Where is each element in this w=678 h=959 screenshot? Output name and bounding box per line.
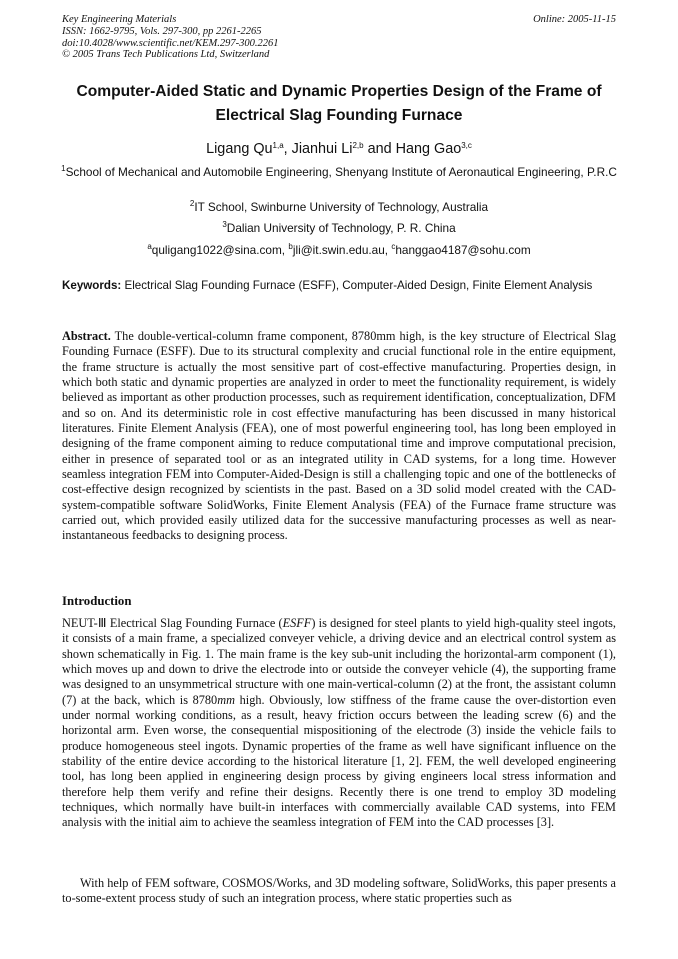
author-separator: , (283, 141, 292, 157)
introduction-paragraph-1 (62, 616, 616, 831)
running-header (62, 14, 616, 61)
section-heading-introduction: Introduction (62, 594, 132, 608)
author-affiliation-mark: 3,c (461, 141, 472, 150)
author-affiliation-mark: 1,a (272, 141, 284, 150)
author-affiliation-mark: 2,b (352, 141, 364, 150)
author-name: Ligang Qu (206, 141, 273, 157)
copyright-line: © 2005 Trans Tech Publications Ltd, Switzerland (62, 49, 270, 61)
email-mark: a (147, 242, 152, 251)
doi-line: doi:10.4028/www.scientific.net/KEM.297-300.2261 (62, 37, 279, 49)
email-address: quligang1022@sina.com, (151, 243, 289, 257)
affiliation-2 (40, 200, 638, 215)
author-emails (40, 243, 638, 258)
paragraph-text: NEUT-Ⅲ Electrical Slag Founding Furnace ( (62, 616, 283, 630)
abstract (62, 329, 616, 544)
paper-title: Computer-Aided Static and Dynamic Properties Design of the Frame of Electrical Slag Founding Furnace (76, 83, 602, 124)
author-name: Jianhui Li (291, 141, 353, 157)
affiliation-text: IT School, Swinburne University of Technology, Australia (194, 200, 489, 214)
affiliation-text: Dalian University of Technology, P. R. China (226, 221, 456, 235)
introduction-paragraph-2: With help of FEM software, COSMOS/Works, and 3D modeling software, SolidWorks, this paper presents a to-some-extent process study of such an integration process, where static properties such as (62, 876, 616, 906)
abstract-label: Abstract. (62, 329, 111, 343)
author-name: Hang Gao (395, 141, 462, 157)
affiliation-1 (40, 165, 638, 180)
online-date: Online: 2005-11-15 (533, 14, 616, 25)
unit-italic: mm (217, 692, 235, 707)
paragraph-text: ) is designed for steel plants to yield high-quality steel ingots, it consists of a main frame, a specialized conveyer vehicle, a driving device and an electrical control system as shown schematically in Fig. 1. The main frame is the key sub-unit including the horizontal-arm component (1), which moves up and down to drive the electrode into or outside the conveyer vehicle (4), the supporting frame was designed to an unsymmetrical structure with one main-vertical-column (2) at the front, the assistant column (7) at the back, which is 8780 (62, 616, 616, 707)
affiliation-number: 1 (61, 164, 66, 173)
affiliation-text: School of Mechanical and Automobile Engineering, Shenyang Institute of Aeronautical Engineering, P.R.C (65, 165, 617, 179)
author-list (40, 140, 638, 158)
affiliation-3 (40, 221, 638, 236)
author-separator: and (363, 141, 396, 157)
keywords-text: Electrical Slag Founding Furnace (ESFF), Computer-Aided Design, Finite Element Analysis (121, 279, 593, 292)
affiliation-number: 2 (189, 199, 195, 208)
abstract-text: The double-vertical-column frame component, 8780mm high, is the key structure of Electrical Slag Founding Furnace (ESFF). Due to its structural complexity and crucial functional role in the entire equipment, the frame structure is actually the most sensitive part of cost-effective manufacturing. Properties design, in which both static and dynamic properties are analyzed in order to meet the functionality requirement, is widely believed as important as other production processes, such as requirement identification, conceptualization, DFM and so on. And its deterministic role in cost effective manufacturing has been discussed in many historical literatures. Finite Element Analysis (FEA), one of most powerful engineering tool, has long been employed in designing of the frame component aiming to reduce computational time and improve computational precision, either in presence of separated tool or as an integrated utility in CAD systems, for a long time. However seamless integration FEM into Computer-Aided-Design is still a challenging topic and one of the bottlenecks of cost-effective design recognized by scientists in the past. Based on a 3D solid model created with the CAD-system-compatible software SolidWorks, Finite Element Analysis (FEA) of the Furnace frame structure was carried out, which provided easily utilized data for the successive manufacturing processes as well as near-instantaneous feedbacks to designing process. (62, 329, 616, 543)
email-address: hanggao4187@sohu.com (395, 243, 531, 257)
keywords (62, 279, 616, 293)
email-mark: c (391, 242, 396, 251)
paragraph-text: high. Obviously, low stiffness of the frame cause the over-distortion even under normal working conditions, as a result, heavy friction occurs between the leading screw (6) and the horizontal arm. Even worse, the consequential mispositioning of the electrode (3) inside the vehicle fails to produce homogeneous steel ingots. Dynamic properties of the frame as well have significant influence on the stability of the entire device according to the historical literature [1, 2]. FEM, the well developed engineering tool, has long been applied in engineering design process by giving engineers local stress information and therefore help them verify and refine their designs. Recently there is one trend to employ 3D modeling techniques, which normally have built-in interfaces with commercially available CAD systems, into FEM analysis with the initial aim to achieve the seamless integration of FEM into the CAD processes [3]. (62, 692, 616, 830)
esff-italic: ESFF (282, 616, 312, 630)
journal-name: Key Engineering Materials (62, 14, 177, 25)
keywords-label: Keywords: (62, 279, 122, 292)
email-mark: b (288, 242, 293, 251)
issn-line: ISSN: 1662-9795, Vols. 297-300, pp 2261-2265 (62, 25, 262, 37)
affiliation-number: 3 (222, 220, 227, 229)
email-address: jli@it.swin.edu.au, (292, 243, 392, 257)
